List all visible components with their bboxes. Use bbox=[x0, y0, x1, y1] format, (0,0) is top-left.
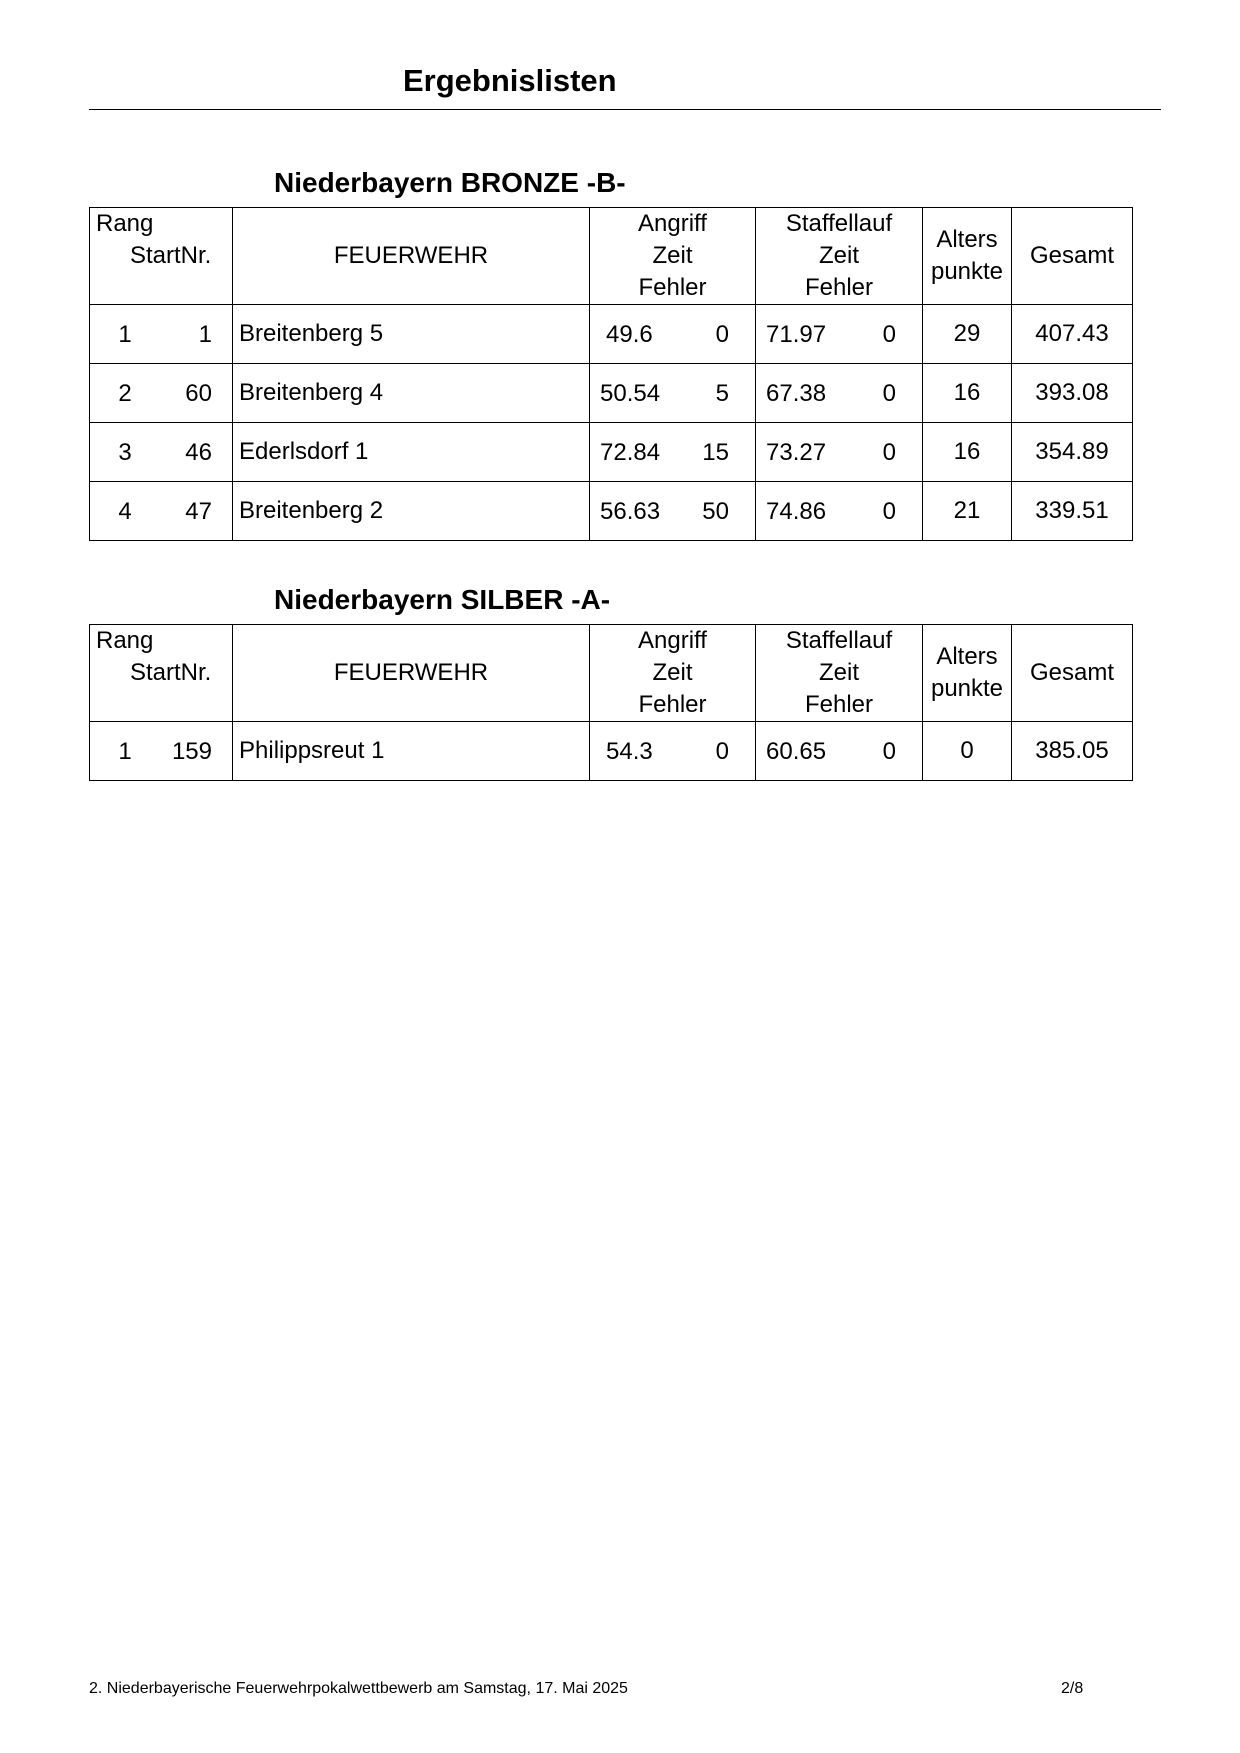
angriff-fehler: 15 bbox=[702, 439, 729, 466]
angriff-fehler: 0 bbox=[715, 738, 729, 765]
staffellauf-zeit: 71.97 bbox=[766, 321, 827, 348]
staffellauf-fehler: 0 bbox=[882, 439, 896, 466]
rang-value: 1 bbox=[118, 321, 132, 348]
startnr-value: 46 bbox=[185, 439, 212, 466]
angriff-cell bbox=[590, 482, 756, 541]
alterspunkte-value: 29 bbox=[923, 305, 1012, 364]
staffellauf-cell bbox=[756, 482, 923, 541]
header-gesamt: Gesamt bbox=[1012, 625, 1133, 722]
alterspunkte-value: 21 bbox=[923, 482, 1012, 541]
angriff-fehler: 50 bbox=[702, 498, 729, 525]
header-zeit: Zeit bbox=[818, 242, 859, 269]
angriff-zeit: 49.6 bbox=[606, 321, 653, 348]
staffellauf-cell bbox=[756, 423, 923, 482]
staffellauf-zeit: 74.86 bbox=[766, 498, 827, 525]
alterspunkte-value: 16 bbox=[923, 423, 1012, 482]
header-fehler: Fehler bbox=[804, 274, 874, 301]
table-header-row bbox=[90, 208, 1133, 305]
header-staffellauf bbox=[756, 625, 923, 722]
startnr-value: 47 bbox=[185, 498, 212, 525]
rank-cell bbox=[90, 364, 233, 423]
staffellauf-fehler: 0 bbox=[882, 738, 896, 765]
startnr-value: 60 bbox=[185, 380, 212, 407]
gesamt-value: 385.05 bbox=[1012, 722, 1133, 781]
table-row bbox=[90, 305, 1133, 364]
header-angriff-label: Angriff bbox=[638, 210, 707, 237]
header-alterspunkte bbox=[923, 208, 1012, 305]
header-gesamt: Gesamt bbox=[1012, 208, 1133, 305]
staffellauf-zeit: 60.65 bbox=[766, 738, 827, 765]
header-feuerwehr: FEUERWEHR bbox=[233, 625, 590, 722]
header-rang-startnr bbox=[90, 625, 233, 722]
staffellauf-cell bbox=[756, 305, 923, 364]
gesamt-value: 354.89 bbox=[1012, 423, 1133, 482]
header-angriff bbox=[590, 625, 756, 722]
results-table-bronze bbox=[89, 207, 1133, 541]
page-title: Ergebnislisten bbox=[403, 63, 617, 98]
header-staffellauf bbox=[756, 208, 923, 305]
angriff-zeit: 54.3 bbox=[606, 738, 653, 765]
rank-cell bbox=[90, 423, 233, 482]
feuerwehr-name: Breitenberg 4 bbox=[233, 364, 590, 423]
results-table-silber bbox=[89, 624, 1133, 781]
feuerwehr-name: Breitenberg 2 bbox=[233, 482, 590, 541]
header-rang: Rang bbox=[96, 627, 154, 654]
alterspunkte-value: 0 bbox=[923, 722, 1012, 781]
section-title-silber: Niederbayern SILBER -A- bbox=[274, 584, 611, 615]
feuerwehr-name: Breitenberg 5 bbox=[233, 305, 590, 364]
table-row bbox=[90, 482, 1133, 541]
feuerwehr-name: Ederlsdorf 1 bbox=[233, 423, 590, 482]
header-angriff bbox=[590, 208, 756, 305]
gesamt-value: 393.08 bbox=[1012, 364, 1133, 423]
rang-value: 3 bbox=[118, 439, 132, 466]
rang-value: 2 bbox=[118, 380, 132, 407]
angriff-zeit: 50.54 bbox=[600, 380, 661, 407]
header-staffellauf-label: Staffellauf bbox=[785, 627, 893, 654]
header-rang: Rang bbox=[96, 210, 154, 237]
angriff-zeit: 56.63 bbox=[600, 498, 661, 525]
header-startnr: StartNr. bbox=[130, 242, 212, 269]
angriff-cell bbox=[590, 722, 756, 781]
table-row bbox=[90, 722, 1133, 781]
angriff-zeit: 72.84 bbox=[600, 439, 661, 466]
header-zeit: Zeit bbox=[652, 659, 693, 686]
startnr-value: 1 bbox=[198, 321, 212, 348]
header-angriff-label: Angriff bbox=[638, 627, 707, 654]
rank-cell bbox=[90, 305, 233, 364]
title-divider bbox=[89, 109, 1161, 110]
footer-event-info: 2. Niederbayerische Feuerwehrpokalwettbewerb am Samstag, 17. Mai 2025 bbox=[89, 1680, 628, 1697]
staffellauf-zeit: 73.27 bbox=[766, 439, 827, 466]
section-title-bronze: Niederbayern BRONZE -B- bbox=[274, 167, 626, 198]
rang-value: 4 bbox=[118, 498, 132, 525]
angriff-cell bbox=[590, 423, 756, 482]
header-alters: Alters bbox=[936, 226, 998, 253]
header-alterspunkte bbox=[923, 625, 1012, 722]
footer-page-number: 2/8 bbox=[1061, 1680, 1084, 1697]
staffellauf-cell bbox=[756, 364, 923, 423]
header-zeit: Zeit bbox=[818, 659, 859, 686]
header-fehler: Fehler bbox=[638, 274, 707, 301]
angriff-fehler: 0 bbox=[715, 321, 729, 348]
feuerwehr-name: Philippsreut 1 bbox=[233, 722, 590, 781]
staffellauf-zeit: 67.38 bbox=[766, 380, 827, 407]
gesamt-value: 339.51 bbox=[1012, 482, 1133, 541]
angriff-cell bbox=[590, 364, 756, 423]
header-zeit: Zeit bbox=[652, 242, 693, 269]
staffellauf-fehler: 0 bbox=[882, 498, 896, 525]
header-punkte: punkte bbox=[930, 258, 1004, 285]
table-row bbox=[90, 423, 1133, 482]
rang-value: 1 bbox=[118, 738, 132, 765]
header-alters: Alters bbox=[936, 643, 998, 670]
rank-cell bbox=[90, 722, 233, 781]
staffellauf-fehler: 0 bbox=[882, 380, 896, 407]
header-punkte: punkte bbox=[930, 675, 1004, 702]
table-header-row bbox=[90, 625, 1133, 722]
header-staffellauf-label: Staffellauf bbox=[785, 210, 893, 237]
header-feuerwehr: FEUERWEHR bbox=[233, 208, 590, 305]
header-fehler: Fehler bbox=[638, 691, 707, 718]
angriff-cell bbox=[590, 305, 756, 364]
gesamt-value: 407.43 bbox=[1012, 305, 1133, 364]
angriff-fehler: 5 bbox=[715, 380, 729, 407]
header-fehler: Fehler bbox=[804, 691, 874, 718]
staffellauf-fehler: 0 bbox=[882, 321, 896, 348]
header-startnr: StartNr. bbox=[130, 659, 212, 686]
startnr-value: 159 bbox=[171, 738, 212, 765]
table-row bbox=[90, 364, 1133, 423]
alterspunkte-value: 16 bbox=[923, 364, 1012, 423]
staffellauf-cell bbox=[756, 722, 923, 781]
header-rang-startnr bbox=[90, 208, 233, 305]
rank-cell bbox=[90, 482, 233, 541]
